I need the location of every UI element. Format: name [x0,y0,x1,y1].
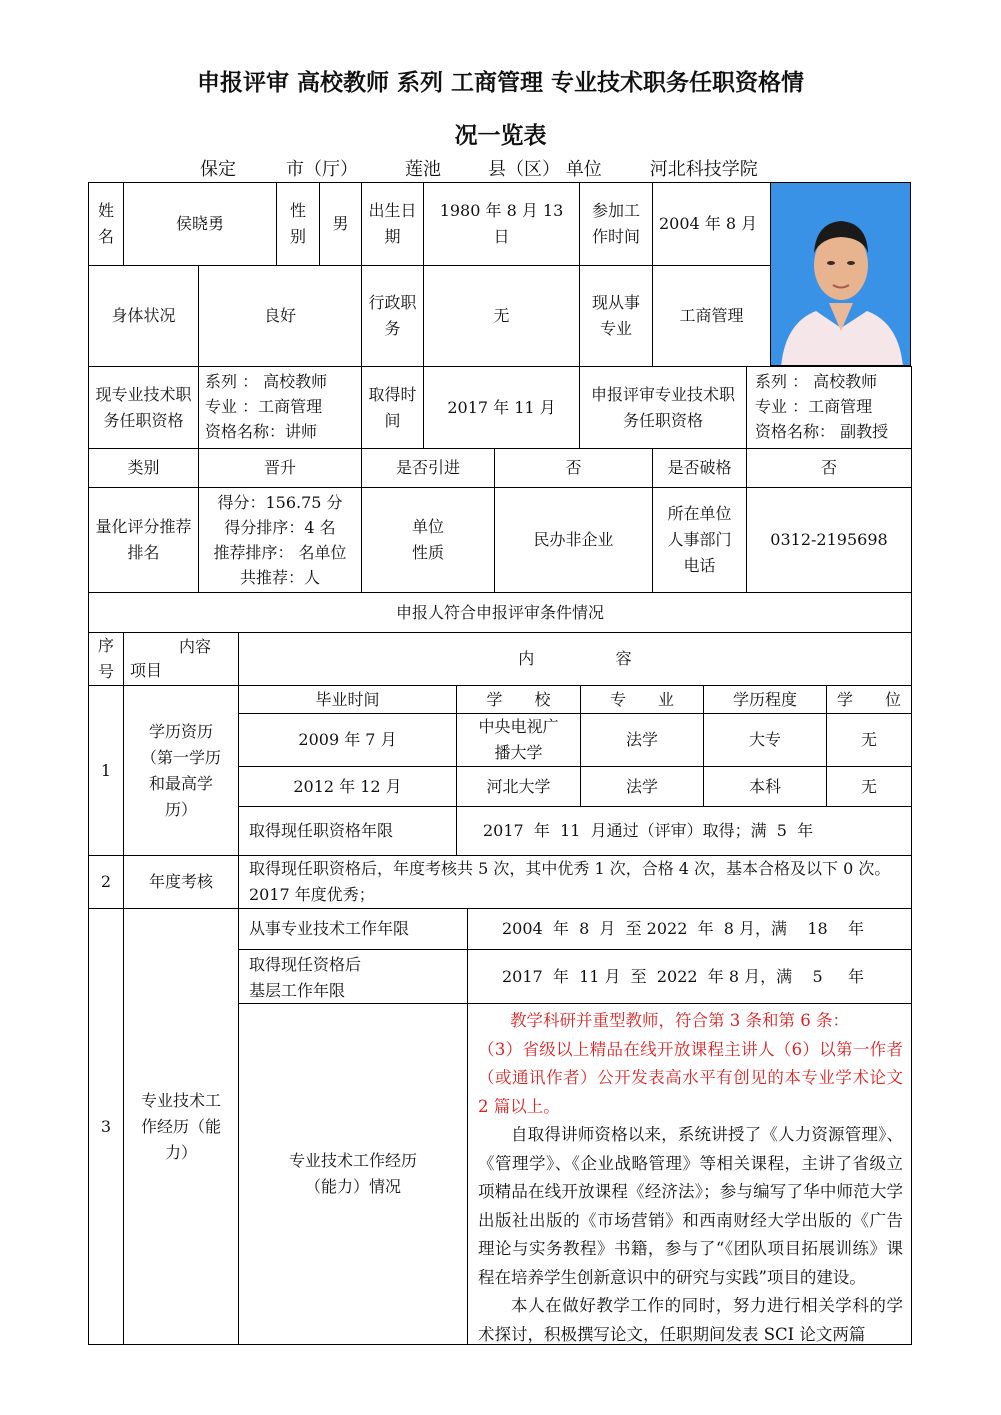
edu-header-major: 专 业 [580,685,704,714]
current-title: 资格名称：讲师 [205,422,318,441]
edu-row-2-level: 本科 [703,766,827,807]
annual-label: 年度考核 [123,855,239,909]
person-portrait-icon [771,183,911,366]
work-exp-content [467,1003,912,1345]
page-title-line-1: 申报评审 高校教师 系列 工商管理 专业技术职务任职资格情 [196,70,805,96]
phone-label: 所在单位人事部门电话 [652,487,747,593]
seq-header: 序号 [88,632,124,686]
unit-nature-value: 民办非企业 [494,487,653,593]
obtain-label: 取得时间 [361,366,424,449]
obtain-value: 2017 年 11 月 [423,366,580,449]
unit-nature-label: 单位性质 [361,487,495,593]
introduce-value: 否 [494,448,653,488]
edu-row-1-degree: 无 [826,713,912,767]
work-years-label: 从事专业技术工作年限 [238,908,468,950]
work-seq: 3 [88,908,124,1345]
health-value: 良好 [198,265,362,367]
unit-value: 河北科技学院 [602,158,806,183]
item-header-top: 内容 [178,637,211,656]
edu-row-1-major: 法学 [580,713,704,767]
introduce-label: 是否引进 [361,448,495,488]
work-exp-label-2: （能力）情况 [304,1177,401,1196]
admin-label: 行政职务 [361,265,424,367]
work-base-value: 2017 年 11 月 至 2022 年 8 月，满 5 年 [467,949,912,1004]
edu-row-2-major: 法学 [580,766,704,807]
apply-qual-label: 申报评审专业技术职务任职资格 [579,366,747,449]
work-exp-label [238,1003,468,1345]
score-rank: 得分排序：4 名 [224,518,336,537]
edu-row-1-school: 中央电视广播大学 [456,713,581,767]
header-line [150,158,806,183]
edu-row-2-school: 河北大学 [456,766,581,807]
current-qual-value [198,366,362,449]
name-label: 姓名 [88,182,124,266]
major-label: 现从事专业 [579,265,653,367]
current-qual-label: 现专业技术职务任职资格 [88,366,199,449]
edu-row-1-time: 2009 年 7 月 [238,713,457,767]
work-base-label [238,949,468,1004]
work-exp-red-1: 教学科研并重型教师，符合第 3 条和第 6 条： [510,1011,849,1030]
edu-header-school: 学 校 [456,685,581,714]
work-exp-para-1: 自取得讲师资格以来，系统讲授了《人力资源管理》、《管理学》、《企业战略管理》等相关课程，主讲了省级立项精品在线开放课程《经济法》；参与编写了华中师范大学出版社出版的《市场营销》和西南财经大学出版的《广告理论与实务教程》书籍，参与了“《团队项目拓展训练》课程在培养学生创新意识中的研究与实践”项目的建设。 [478,1125,903,1287]
current-major: 专业 ：工商管理 [205,397,323,416]
score-points: 得分：156.75 分 [217,493,343,512]
name-value: 侯晓勇 [123,182,277,266]
phone-value: 0312-2195698 [746,487,912,593]
apply-major: 专业 ：工商管理 [755,397,873,416]
work-label: 专业技术工作经历（能力） [123,908,239,1345]
edu-row-1-level: 大专 [703,713,827,767]
work-start-label: 参加工作时间 [579,182,653,266]
annual-text: 取得现任职资格后，年度考核共 5 次，其中优秀 1 次，合格 4 次，基本合格及以下 0 次。2017 年度优秀； [238,855,912,909]
birth-value: 1980 年 8 月 13 日 [423,182,580,266]
major-value: 工商管理 [652,265,771,367]
edu-header-time: 毕业时间 [238,685,457,714]
work-start-value: 2004 年 8 月 [652,182,771,266]
edu-label: 学历资历（第一学历和最高学历） [123,685,239,856]
work-base-label-1: 取得现任资格后 [249,955,362,974]
score-label: 量化评分推荐排名 [88,487,199,593]
gender-label: 性别 [276,182,320,266]
annual-seq: 2 [88,855,124,909]
county-suffix: 县（区） 单位 [488,159,602,180]
page-title-line-2: 况一览表 [454,123,547,149]
edu-row-2-time: 2012 年 12 月 [238,766,457,807]
apply-series: 系列 ： 高校教师 [755,372,878,391]
score-total: 共推荐：人 [239,568,320,587]
work-exp-para-2: 本人在做好教学工作的同时，努力进行相关学科的学术探讨，积极撰写论文，任职期间发表 SCI 论文两篇 [478,1296,903,1344]
work-exp-label-1: 专业技术工作经历 [288,1151,417,1170]
content-header: 内 容 [238,632,912,686]
break-label: 是否破格 [652,448,747,488]
category-value: 晋升 [198,448,362,488]
work-years-value: 2004 年 8 月 至 2022 年 8 月，满 18 年 [467,908,912,950]
category-label: 类别 [88,448,199,488]
city-suffix: 市（厅） [286,159,358,180]
work-base-label-2: 基层工作年限 [249,981,346,1000]
score-recommend: 推荐排序： 名单位 [213,543,347,562]
admin-value: 无 [423,265,580,367]
break-value: 否 [746,448,912,488]
item-header [123,632,239,686]
edu-years-value: 2017 年 11 月通过（评审）取得；满 5 年 [456,806,912,856]
score-value [198,487,362,593]
birth-label: 出生日期 [361,182,424,266]
gender-value: 男 [319,182,362,266]
work-exp-red-2: （3）省级以上精品在线开放课程主讲人（6）以第一作者（或通讯作者）公开发表高水平有创见的本专业学术论文 2 篇以上。 [478,1039,903,1116]
edu-header-degree-level: 学历程度 [703,685,827,714]
item-header-bottom: 项目 [130,661,163,680]
city-value: 保定 [150,158,286,183]
apply-title: 资格名称： 副教授 [755,422,889,441]
section-title: 申报人符合申报评审条件情况 [88,592,912,633]
edu-row-2-degree: 无 [826,766,912,807]
county-value: 莲池 [358,158,488,183]
edu-header-degree: 学 位 [826,685,912,714]
portrait-photo [770,182,911,366]
apply-qual-value [746,366,912,449]
health-label: 身体状况 [88,265,199,367]
edu-years-label: 取得现任职资格年限 [238,806,457,856]
edu-seq: 1 [88,685,124,856]
current-series: 系列 ： 高校教师 [205,372,328,391]
